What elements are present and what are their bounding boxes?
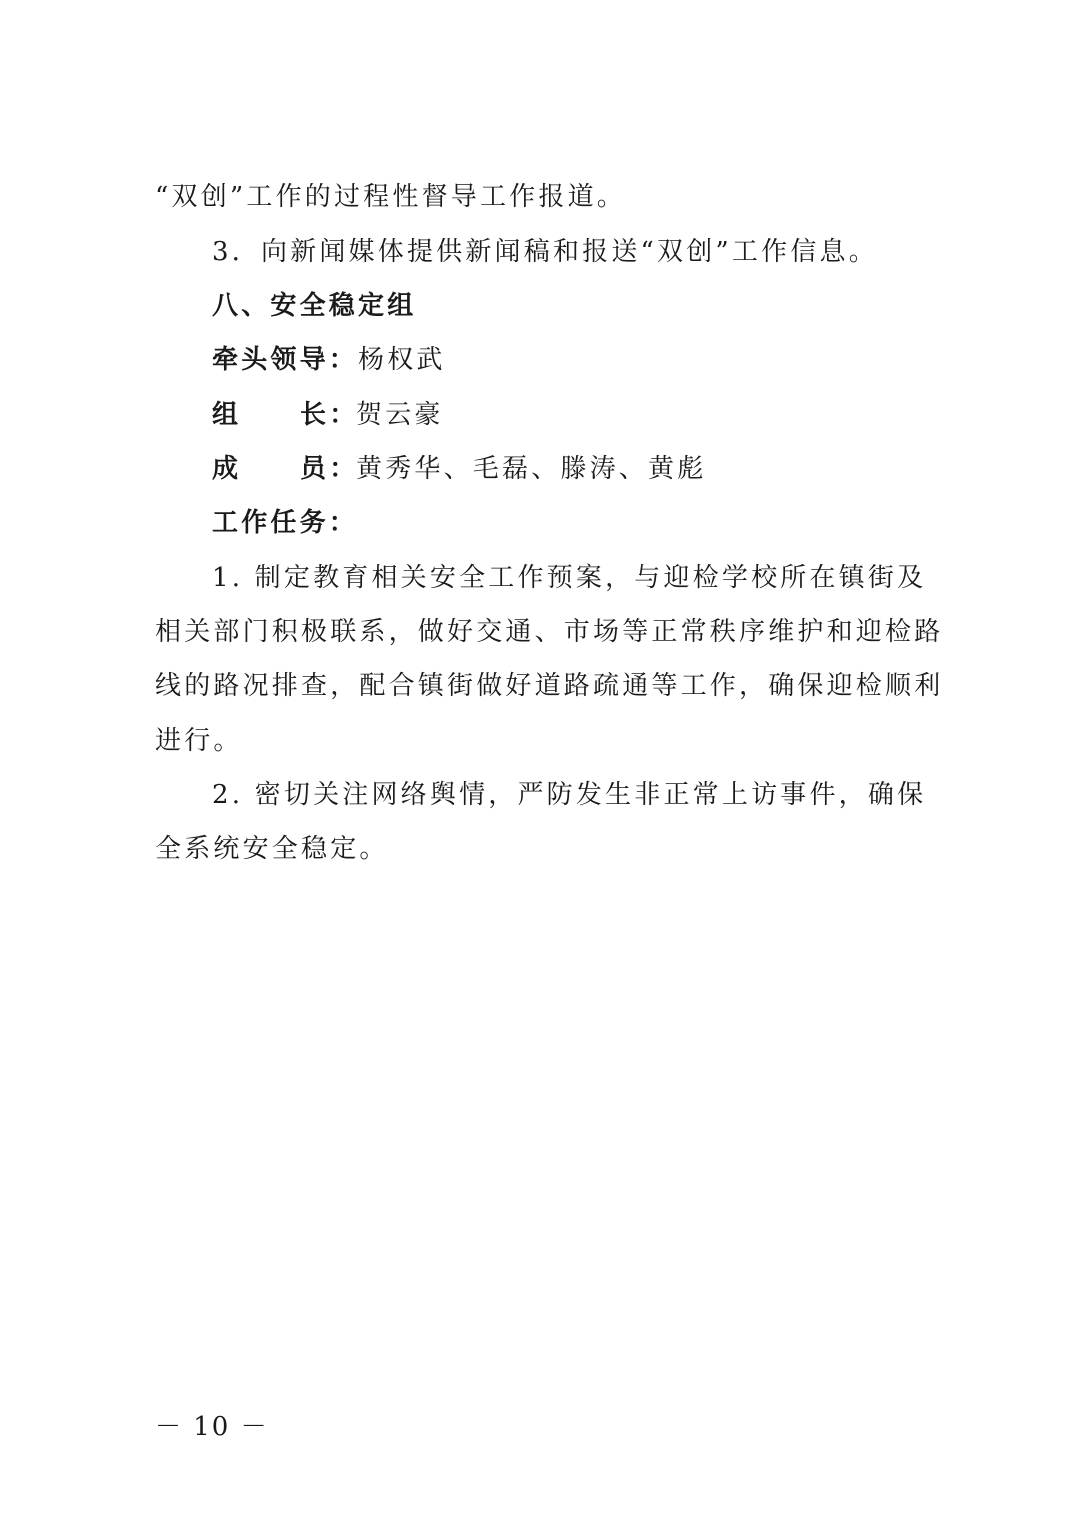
members-value: 黄秀华、毛磊、滕涛、黄彪 — [356, 454, 707, 484]
section-heading: 八、安全稳定组 — [212, 291, 417, 321]
page-number: － 10 － — [155, 1412, 269, 1442]
group-head-value: 贺云豪 — [356, 400, 444, 430]
task2-line: 2. 密切关注网络舆情，严防发生非正常上访事件，确保 — [212, 780, 927, 810]
paragraph-line: 3．向新闻媒体提供新闻稿和报送“双创”工作信息。 — [212, 237, 878, 267]
members-row — [212, 454, 706, 484]
members-label — [212, 454, 359, 484]
group-head-row — [212, 400, 444, 430]
members-label-part2: 员： — [300, 454, 359, 484]
group-head-label — [212, 400, 359, 430]
leader-label: 牵头领导： — [212, 345, 359, 375]
members-label-part1: 成 — [212, 454, 242, 484]
task1-line: 相关部门积极联系，做好交通、市场等正常秩序维护和迎检路 — [155, 617, 944, 647]
task1-line: 进行。 — [155, 726, 243, 756]
group-head-label-part2: 长： — [300, 400, 359, 430]
group-head-label-part1: 组 — [212, 400, 242, 430]
task1-line: 线的路况排查，配合镇街做好道路疏通等工作，确保迎检顺利 — [155, 671, 944, 701]
paragraph-line: “双创”工作的过程性督导工作报道。 — [155, 182, 626, 212]
task1-line: 1. 制定教育相关安全工作预案，与迎检学校所在镇街及 — [212, 563, 927, 593]
tasks-heading: 工作任务： — [212, 508, 359, 538]
task2-line: 全系统安全稳定。 — [155, 834, 389, 864]
leader-row — [212, 345, 446, 375]
leader-value: 杨权武 — [358, 345, 446, 375]
